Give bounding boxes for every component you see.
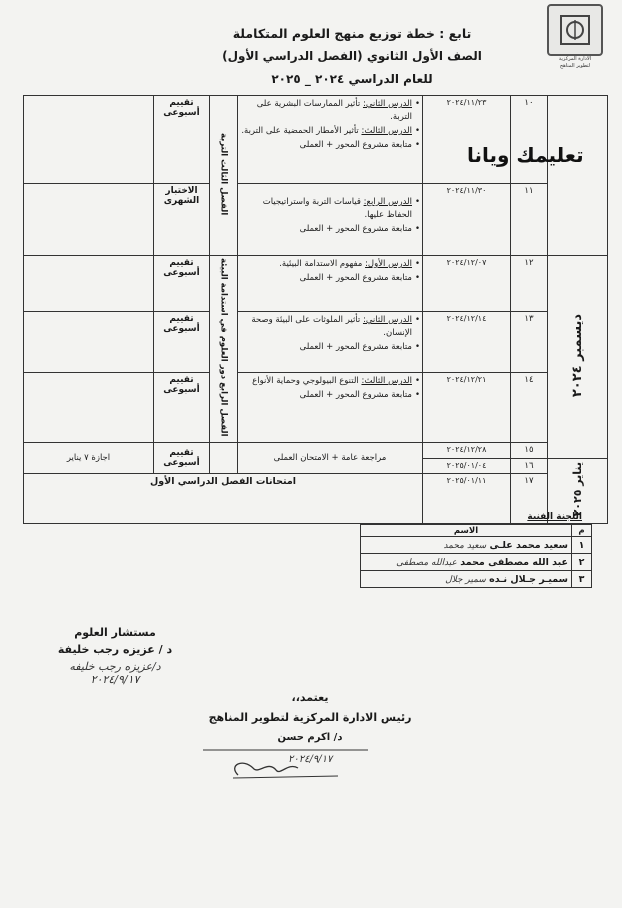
document-header	[182, 22, 522, 91]
table-row	[24, 96, 608, 184]
advisor-name: د / عزيزه رجب خليفة	[57, 643, 173, 656]
date-cell: ٢٠٢٤/١٢/٢١	[423, 373, 511, 442]
date-cell: ٢٠٢٤/١٢/٢٨	[423, 442, 511, 458]
lessons-cell	[238, 256, 423, 312]
notes-cell	[24, 256, 154, 312]
lesson-item	[240, 139, 420, 152]
lesson-item	[240, 272, 420, 285]
lesson-text: متابعة مشروع المحور + العملى	[299, 273, 412, 283]
lesson-item	[240, 389, 420, 402]
table-row	[24, 442, 608, 458]
month-cell-december	[548, 256, 608, 459]
member-num: ٢	[572, 554, 592, 571]
table-row	[24, 256, 608, 312]
unit-cell	[210, 442, 238, 473]
lesson-text: تأثير الأمطار الحمضية على التربة.	[241, 126, 362, 136]
evaluation-cell: تقييم أسبوعى	[154, 256, 210, 312]
date-cell: ٢٠٢٤/١١/٣٠	[423, 184, 511, 256]
evaluation-cell: تقييم أسبوعى	[154, 373, 210, 442]
table-row	[24, 473, 608, 523]
week-cell: ١٠	[511, 96, 548, 184]
committee-title: اللجنة الفنية	[527, 512, 582, 522]
unit-3-label: الفصل الثالث التربة	[218, 132, 229, 216]
lessons-cell	[238, 184, 423, 256]
committee-row	[361, 571, 592, 588]
lesson-title: الدرس الثاني:	[362, 314, 412, 325]
unit-cell	[210, 96, 238, 256]
lesson-title: الدرس الرابع:	[363, 197, 412, 207]
date-cell: ٢٠٢٤/١١/٢٣	[423, 96, 511, 184]
member-cell	[361, 554, 572, 571]
month-january-label: يناير ٢٠٢٥	[571, 461, 584, 517]
lesson-item	[240, 196, 420, 222]
lesson-text: التنوع البيولوجي وحماية الأنواع	[252, 376, 362, 387]
table-row	[24, 184, 608, 256]
week-cell: ١١	[511, 184, 548, 256]
week-cell: ١٧	[511, 473, 548, 523]
lesson-text: مفهوم الاستدامة البيئية.	[279, 259, 366, 269]
lesson-text: متابعة مشروع المحور + العملى	[299, 140, 412, 150]
notes-cell	[24, 184, 154, 256]
date-cell: ٢٠٢٥/٠١/١١	[423, 473, 511, 523]
committee-table	[360, 524, 592, 588]
evaluation-cell: تقييم أسبوعى	[154, 442, 210, 473]
month-cell-november	[548, 96, 608, 256]
week-cell: ١٦	[511, 458, 548, 473]
table-row	[24, 373, 608, 442]
member-num: ٣	[572, 571, 592, 588]
logo-text-1: الادارة المركزية	[558, 56, 592, 62]
lesson-item	[240, 341, 420, 354]
notes-cell	[24, 311, 154, 372]
lesson-item	[240, 98, 420, 124]
header-line-3: للعام الدراسي ٢٠٢٤ _ ٢٠٢٥	[271, 72, 433, 86]
lessons-cell	[238, 373, 423, 442]
lesson-item	[240, 258, 420, 271]
notes-cell	[24, 373, 154, 442]
lesson-item	[240, 314, 420, 340]
committee-row	[361, 554, 592, 571]
watermark-text: تعليمك ويانا	[467, 143, 584, 167]
evaluation-cell: الاختبار الشهرى	[154, 184, 210, 256]
lesson-text: تأثير الممارسات البشرية على التربة.	[256, 99, 412, 122]
week-cell: ١٣	[511, 311, 548, 372]
member-signature: سمير جلال	[445, 574, 486, 585]
advisor-signature: د/عزيزه رجب خليفه	[69, 660, 161, 673]
lesson-title: الدرس الثاني:	[362, 99, 412, 109]
evaluation-cell: تقييم أسبوعى	[154, 311, 210, 372]
header-line-1: تابع : خطة توزيع منهج العلوم المتكاملة	[232, 26, 472, 41]
unit-cell	[210, 256, 238, 443]
evaluation-cell: تقييم أسبوعى	[154, 96, 210, 184]
lesson-text: قياسات التربة واستراتيجيات الحفاظ عليها.	[262, 197, 412, 220]
advisor-sign-date: ٢٠٢٤/٩/١٧	[90, 673, 140, 686]
member-name: عبد الله مصطفى محمد	[460, 556, 568, 568]
lesson-text: متابعة مشروع المحور + العملى	[299, 341, 412, 352]
approval-name: د/ اكرم حسن	[277, 732, 343, 743]
member-name: سميـر جـلال نـده	[489, 573, 568, 585]
col-num-header: م	[572, 525, 592, 537]
lesson-title: الدرس الأول:	[365, 259, 412, 269]
member-signature: سعيد محمد	[443, 540, 487, 551]
week-cell: ١٤	[511, 373, 548, 442]
lesson-title: الدرس الثالث:	[361, 126, 412, 136]
approval-signature	[198, 730, 378, 794]
month-december-label: ديسمبر ٢٠٢٤	[570, 313, 585, 397]
date-cell: ٢٠٢٤/١٢/١٤	[423, 311, 511, 372]
header-line-2: الصف الأول الثانوي (الفصل الدراسي الأول)	[222, 49, 482, 63]
member-num: ١	[572, 537, 592, 554]
table-row	[24, 311, 608, 372]
lesson-text: تأثير الملوثات على البيئة وصحة الإنسان.	[251, 314, 412, 338]
approval-label: يعتمد،،	[291, 691, 329, 704]
member-cell	[361, 571, 572, 588]
lessons-cell	[238, 311, 423, 372]
notes-cell: اجازة ٧ يناير	[24, 442, 154, 473]
approval-position: رئيس الادارة المركزية لتطوير المناهج	[208, 711, 412, 724]
approval-sign-date: ٢٠٢٤/٩/١٧	[288, 754, 333, 765]
exam-cell	[24, 473, 423, 523]
advisor-block	[40, 626, 190, 686]
date-cell: ٢٠٢٥/٠١/٠٤	[423, 458, 511, 473]
lesson-text: متابعة مشروع المحور + العملى	[299, 390, 412, 401]
ministry-logo	[540, 4, 610, 84]
member-name: سعيد محمد علـى	[489, 539, 568, 551]
lesson-item	[240, 223, 420, 236]
exam-label: امتحانات الفصل الدراسي الأول	[149, 475, 296, 487]
member-signature: عبدالله مصطفى	[396, 557, 457, 568]
lessons-cell	[238, 96, 423, 184]
member-cell	[361, 537, 572, 554]
col-name-header: الاسم	[361, 525, 572, 537]
lesson-text: متابعة مشروع المحور + العملى	[299, 224, 412, 234]
lesson-title: الدرس الثالث:	[361, 376, 412, 387]
committee-row	[361, 537, 592, 554]
date-cell: ٢٠٢٤/١٢/٠٧	[423, 256, 511, 312]
logo-text-2: لتطوير المناهج	[559, 63, 591, 69]
unit-4-label: الفصل الرابع دور العلوم في استدامة البيئة	[218, 258, 229, 437]
week-cell: ١٢	[511, 256, 548, 312]
lesson-item	[240, 125, 420, 138]
lesson-item	[240, 375, 420, 388]
committee-header-row	[361, 525, 592, 537]
week-cell: ١٥	[511, 442, 548, 458]
advisor-title: مستشار العلوم	[74, 626, 156, 639]
notes-cell	[24, 96, 154, 184]
emblem-icon	[547, 4, 603, 56]
review-cell: مراجعة عامة + الامتحان العملى	[238, 442, 423, 473]
